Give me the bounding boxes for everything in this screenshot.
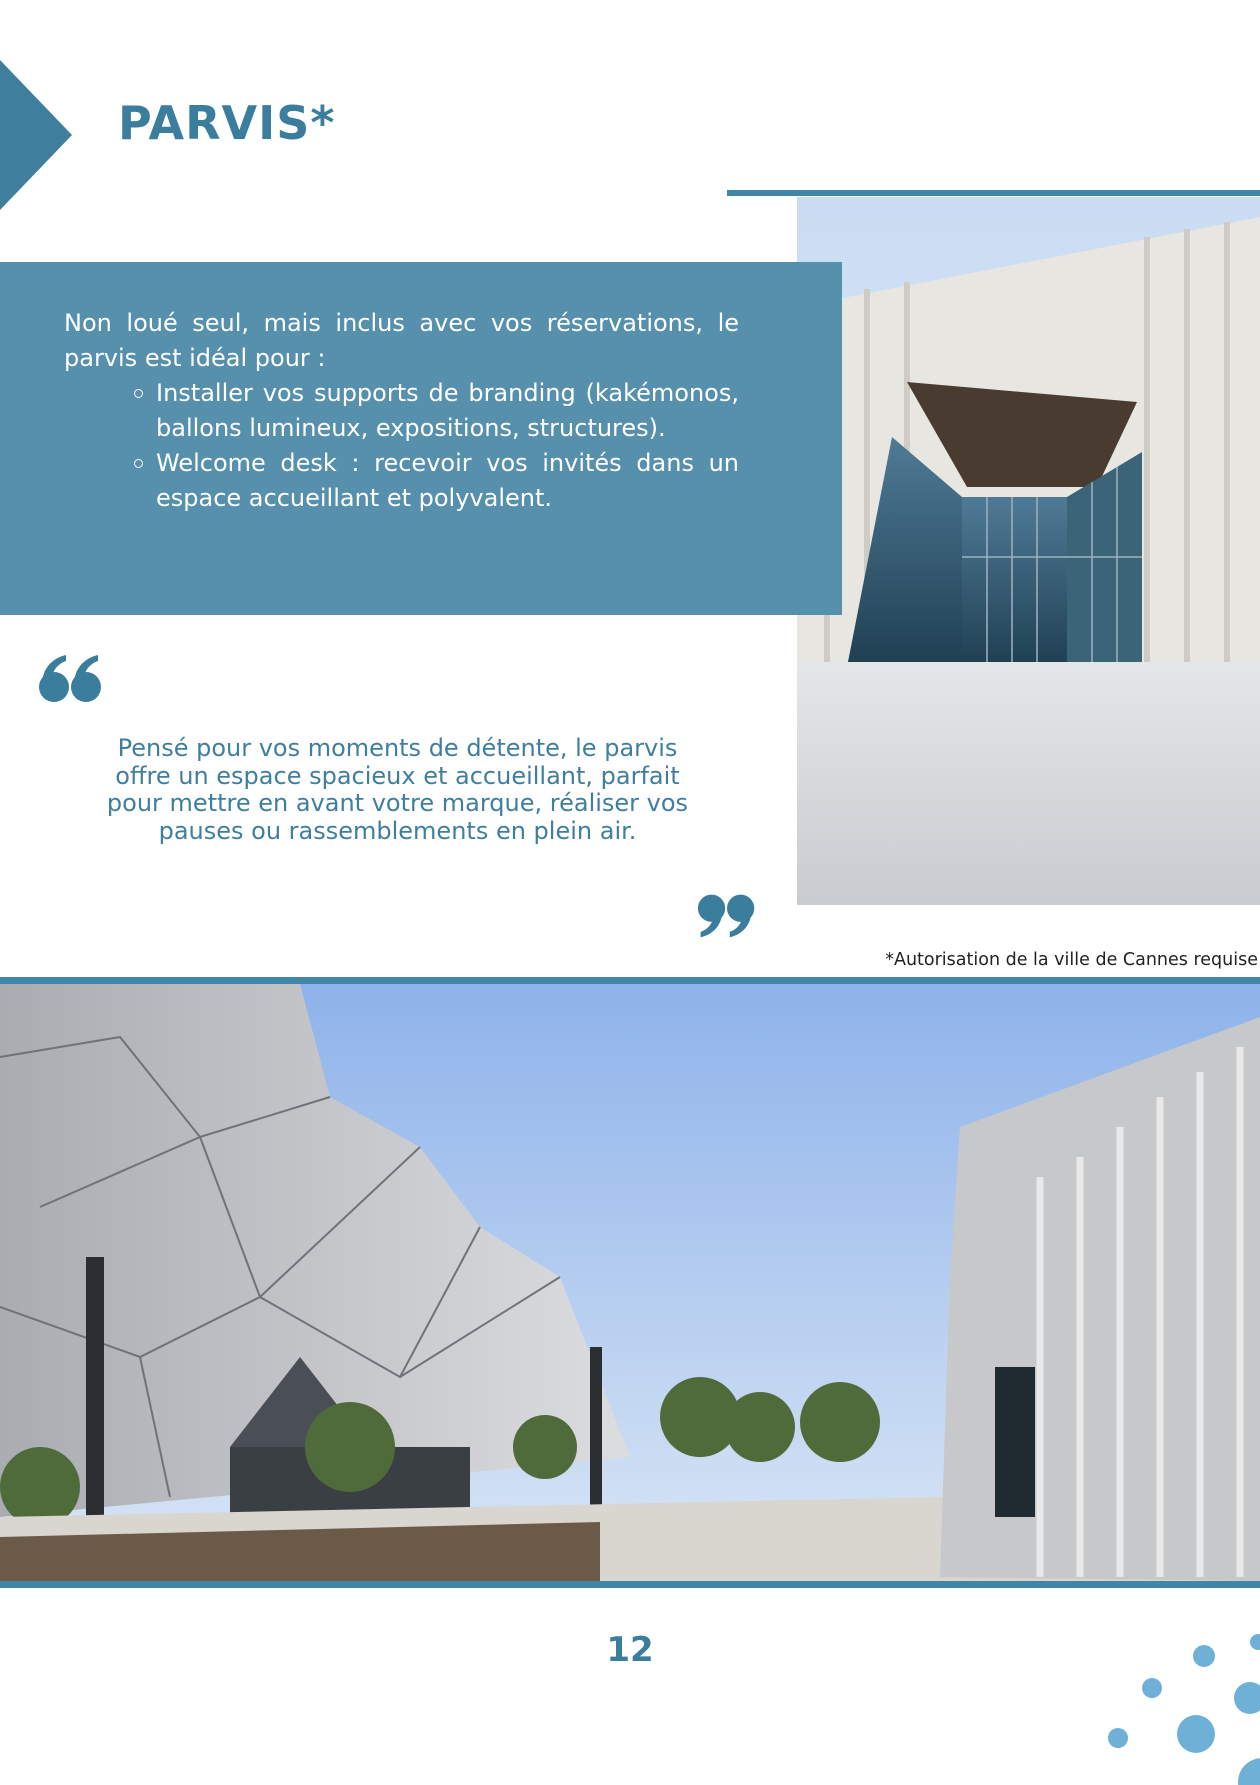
info-bullet-list [64, 376, 739, 516]
panel-overlay-edge [797, 262, 842, 615]
bullet-item: Welcome desk : recevoir vos invités dans un espace accueillant et polyvalent. [156, 446, 739, 516]
quote-text: Pensé pour vos moments de détente, le parvis offre un espace spacieux et accueillant, parfait pour mettre en avant votre marque, réaliser vos pauses ou rassemblements en plein air. [106, 734, 689, 845]
page-number: 12 [606, 1630, 654, 1670]
campus-buildings-photo [0, 977, 1260, 1588]
header-chevron-shape [0, 60, 72, 210]
decorative-dots-graphic [1080, 1620, 1260, 1785]
info-text-block [64, 306, 739, 516]
close-quote-icon [697, 893, 757, 938]
building-entrance-photo [797, 197, 1260, 905]
page-title: PARVIS* [118, 96, 336, 150]
info-intro: Non loué seul, mais inclus avec vos réservations, le parvis est idéal pour : [64, 309, 739, 372]
open-quote-icon [38, 655, 104, 703]
footnote: *Autorisation de la ville de Cannes requise [885, 950, 1258, 970]
top-divider-line [727, 190, 1260, 196]
bullet-item: Installer vos supports de branding (kakémonos, ballons lumineux, expositions, structures). [156, 376, 739, 446]
